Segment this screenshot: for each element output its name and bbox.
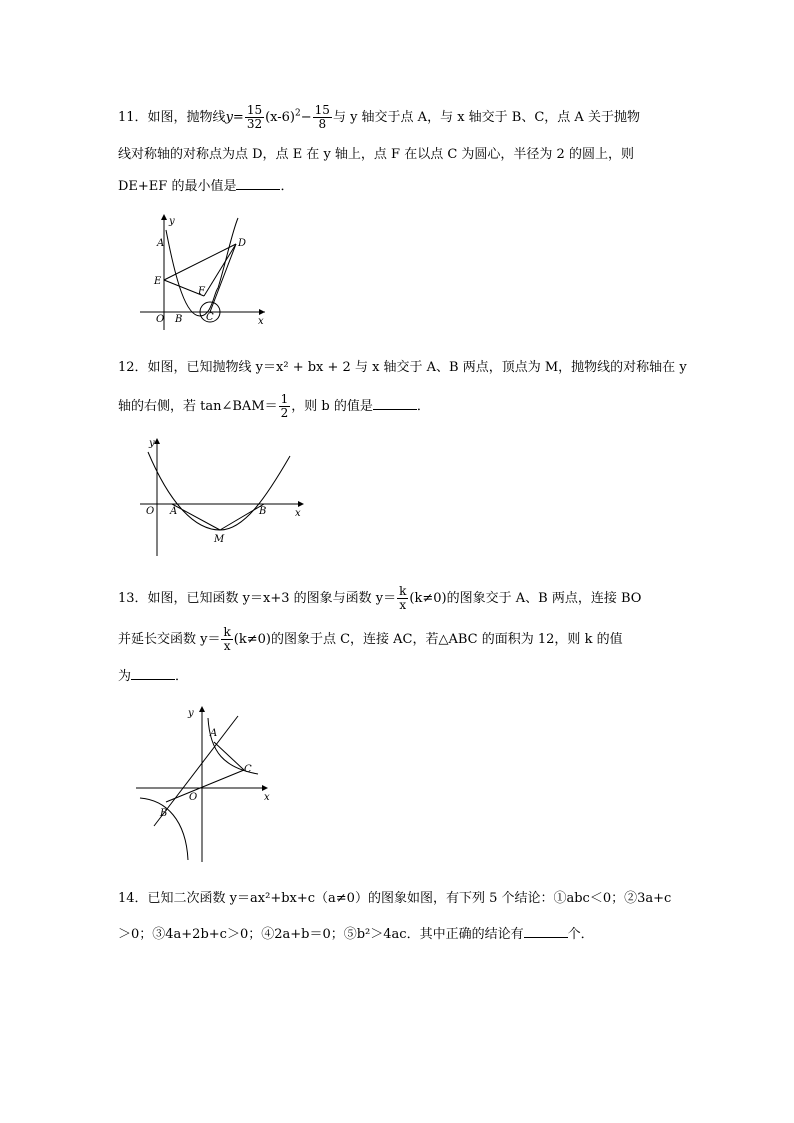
x-axis-arrow-icon bbox=[259, 309, 265, 315]
problem-number: 12 bbox=[118, 360, 135, 375]
segment-AC bbox=[214, 742, 244, 770]
fraction: $\frac{k}{x}$ bbox=[399, 584, 407, 612]
problem-12-line-1: 12．如图，已知抛物线 y＝x² + bx + 2 与 x 轴交于 A、B 两点，顶点为 M，抛物线的对称轴在 y bbox=[118, 360, 687, 375]
label-M: M bbox=[214, 534, 225, 545]
fraction: $\frac{1}{2}$ bbox=[280, 392, 289, 420]
label-B: B bbox=[259, 506, 267, 517]
figure-12 bbox=[140, 434, 310, 560]
label-A: A bbox=[157, 238, 165, 249]
fraction: $\frac{15}{8}$ bbox=[314, 103, 330, 131]
figure-13 bbox=[136, 702, 276, 864]
problem-13-line-3: 为 ． bbox=[118, 669, 189, 684]
y-axis-arrow-icon bbox=[199, 706, 205, 712]
label-y: y bbox=[149, 438, 155, 449]
answer-blank[interactable] bbox=[524, 925, 568, 938]
x-axis-arrow-icon bbox=[262, 785, 268, 791]
segment-AM bbox=[172, 504, 220, 530]
label-x: x bbox=[258, 316, 264, 327]
problem-number: 14 bbox=[118, 891, 135, 906]
label-x: x bbox=[264, 792, 270, 803]
problem-14-line-2: ＞0；③4a+2b+c＞0；④2a+b＝0；⑤b²＞4ac．其中正确的结论有 个． bbox=[118, 927, 594, 942]
label-y: y bbox=[188, 708, 194, 719]
label-O: O bbox=[156, 314, 165, 325]
answer-blank[interactable] bbox=[236, 177, 280, 190]
figure-11 bbox=[140, 212, 270, 334]
fraction: $\frac{k}{x}$ bbox=[223, 625, 231, 653]
problem-number: 13 bbox=[118, 591, 135, 606]
label-y: y bbox=[169, 216, 175, 227]
label-E: E bbox=[154, 276, 162, 287]
label-F: F bbox=[198, 286, 205, 297]
problem-11-line-2: 线对称轴的对称点为点 D，点 E 在 y 轴上，点 F 在以点 C 为圆心，半径为 2 的圆上，则 bbox=[118, 147, 634, 162]
label-B: B bbox=[160, 808, 168, 819]
label-C: C bbox=[244, 764, 252, 775]
answer-blank[interactable] bbox=[131, 667, 175, 680]
label-x: x bbox=[295, 508, 301, 519]
x-axis-arrow-icon bbox=[298, 501, 304, 507]
problem-13-line-1: 13．如图，已知函数 y＝x+3 的图象与函数 y＝ $\frac{k}{x}$ (k≠0)的图象交于 A、B 两点，连接 BO bbox=[118, 584, 642, 612]
y-axis-arrow-icon bbox=[161, 214, 167, 220]
fraction: $\frac{15}{32}$ bbox=[246, 103, 263, 131]
problem-11-line-3: DE+EF 的最小值是 ． bbox=[118, 179, 294, 194]
problem-12-line-2: 轴的右侧，若 tan∠BAM＝ $\frac{1}{2}$ ，则 b 的值是 ． bbox=[118, 392, 430, 420]
label-O: O bbox=[146, 506, 155, 517]
problem-14-line-1: 14．已知二次函数 y＝ax²+bx+c（a≠0）的图象如图，有下列 5 个结论：①abc＜0；②3a+c bbox=[118, 891, 672, 906]
problem-11-line-1: 11．如图，抛物线y= $\frac{15}{32}$ $(x-6)^2-$ $\frac{15}{8}$ 与 y 轴交于点 A，与 x 轴交于 B、C，点 A 关于抛物 bbox=[118, 103, 640, 131]
segment-CD bbox=[210, 244, 236, 312]
y-axis-arrow-icon bbox=[154, 438, 160, 444]
label-C: C bbox=[206, 312, 214, 323]
label-O: O bbox=[189, 792, 198, 803]
label-A: A bbox=[170, 506, 178, 517]
segment-BC bbox=[166, 770, 244, 802]
segment-MB bbox=[220, 504, 267, 530]
problem-13-line-2: 并延长交函数 y＝ $\frac{k}{x}$ (k≠0)的图象于点 C，连接 AC，若△ABC 的面积为 12，则 k 的值 bbox=[118, 625, 623, 653]
parabola bbox=[148, 452, 290, 530]
answer-blank[interactable] bbox=[373, 397, 417, 410]
problem-number: 11 bbox=[118, 110, 135, 125]
label-A: A bbox=[210, 728, 218, 739]
label-D: D bbox=[238, 238, 247, 249]
label-B: B bbox=[175, 314, 183, 325]
